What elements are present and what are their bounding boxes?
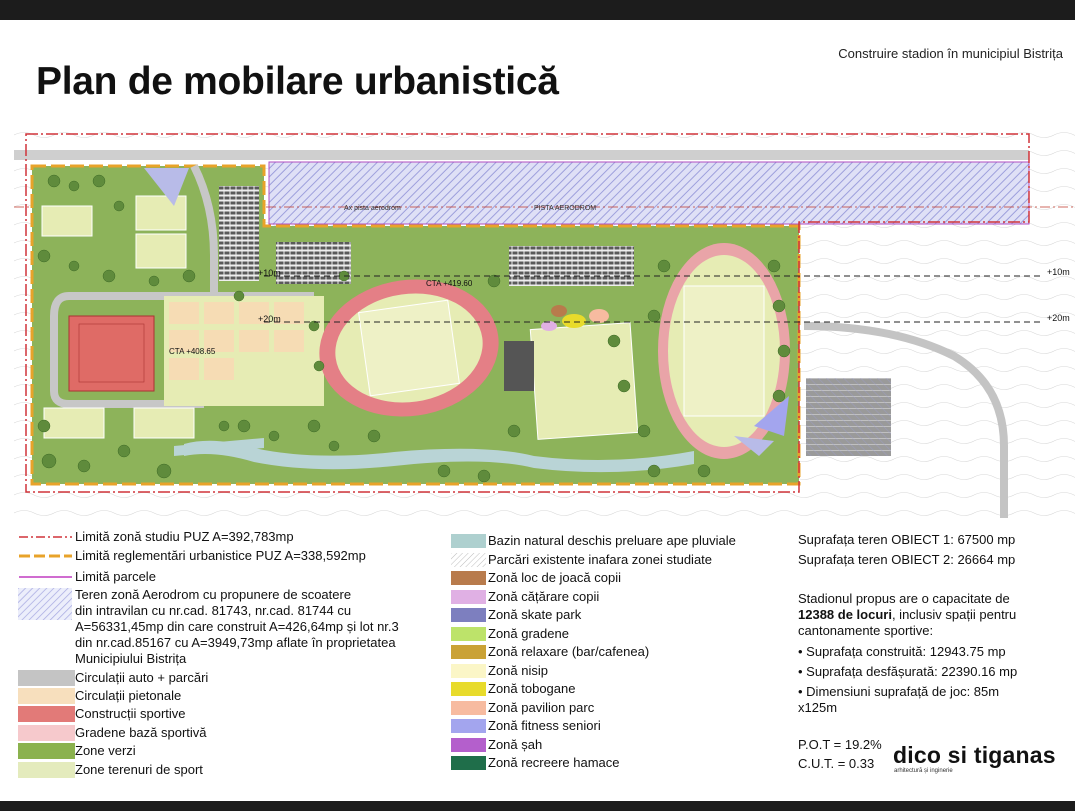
color-swatch	[451, 534, 486, 548]
color-swatch	[451, 664, 486, 678]
level-10-left: +10m	[258, 268, 281, 278]
top-road	[14, 150, 1029, 160]
cta-left: CTA +408.65	[169, 347, 216, 356]
pot-value: P.O.T = 19.2%	[798, 737, 882, 752]
top-frame-bar	[0, 0, 1075, 20]
color-swatch	[451, 590, 486, 604]
color-swatch	[451, 701, 486, 715]
aerodrome-zone	[269, 162, 1029, 224]
project-subtitle: Construire stadion în municipiul Bistrița	[838, 46, 1063, 61]
level-20-left: +20m	[258, 314, 281, 324]
color-swatch	[451, 608, 486, 622]
site-plan-map	[14, 126, 1075, 518]
color-swatch	[18, 762, 75, 778]
color-swatch	[18, 688, 75, 704]
pista-axis-label: Ax pista aerodrom	[344, 205, 401, 212]
bottom-frame-bar	[0, 801, 1075, 811]
capacity-seats: 12388 de locuri	[798, 607, 892, 622]
color-swatch	[451, 738, 486, 752]
bullet-developed-area: • Suprafața desfășurată: 22390.16 mp	[798, 664, 1018, 679]
dash-red-swatch	[18, 528, 75, 546]
hatch-grey-swatch	[451, 553, 486, 567]
company-logo: dico si tiganas	[893, 742, 1056, 768]
color-swatch	[18, 706, 75, 722]
color-swatch	[451, 719, 486, 733]
color-swatch	[451, 645, 486, 659]
legend-left: Limită zonă studiu PUZ A=392,783mp Limită reglementări urbanistice PUZ A=338,592mp Limită parcele Teren zonă Aerodrom cu propunere de scoatere din intravilan cu nr.cad. 81743, nr.cad. 81744 cu A=56331,45mp din care construit A=426,64mp și lot nr.3 din nr.cad.85167 cu A=3949,73mp aflate în proprietatea Municipiului Bistrița Circulații auto + parcări Circulații pietonale Construcții sportive Gradene bază sportivă Zone verzi Zone terenuri de sport	[18, 528, 448, 784]
bullet-pitch-size-cont: x125m	[798, 700, 838, 715]
color-swatch	[451, 627, 486, 641]
surface-object-1: Suprafața teren OBIECT 1: 67500 mp	[798, 532, 1016, 547]
hatch-swatch	[18, 588, 75, 622]
dash-orange-swatch	[18, 547, 75, 565]
level-20-right: +20m	[1047, 313, 1070, 323]
legend-mid: Bazin natural deschis preluare ape pluviale Parcări existente inafara zonei studiate Zonă loc de joacă copii Zonă cățărare copii Zonă skate park Zonă gradene Zonă relaxare (bar/cafenea) Zonă nisip Zonă tobogane Zonă pavilion parc Zonă fitness seniori Zonă șah Zonă recreere hamace	[451, 532, 791, 777]
level-10-right: +10m	[1047, 267, 1070, 277]
page-title: Plan de mobilare urbanistică	[36, 60, 559, 103]
magenta-line-swatch	[18, 568, 75, 586]
bullet-built-area: • Suprafața construită: 12943.75 mp	[798, 644, 1006, 659]
capacity-line1: Stadionul propus are o capacitate de	[798, 591, 1010, 606]
color-swatch	[451, 682, 486, 696]
color-swatch	[18, 670, 75, 686]
cut-value: C.U.T. = 0.33	[798, 756, 875, 771]
sports-hall	[69, 316, 154, 391]
cta-center: CTA +419.60	[426, 279, 473, 288]
color-swatch	[451, 571, 486, 585]
surface-object-2: Suprafața teren OBIECT 2: 26664 mp	[798, 552, 1016, 567]
company-tagline: arhitectură și inginerie	[894, 768, 953, 774]
pista-label: PISTA AERODROM	[534, 205, 597, 212]
capacity-line3: cantonamente sportive:	[798, 623, 934, 638]
color-swatch	[18, 725, 75, 741]
bullet-pitch-size: • Dimensiuni suprafață de joc: 85m	[798, 684, 1000, 699]
color-swatch	[451, 756, 486, 770]
capacity-line2: 12388 de locuri, inclusiv spații pentru	[798, 607, 1017, 622]
color-swatch	[18, 743, 75, 759]
